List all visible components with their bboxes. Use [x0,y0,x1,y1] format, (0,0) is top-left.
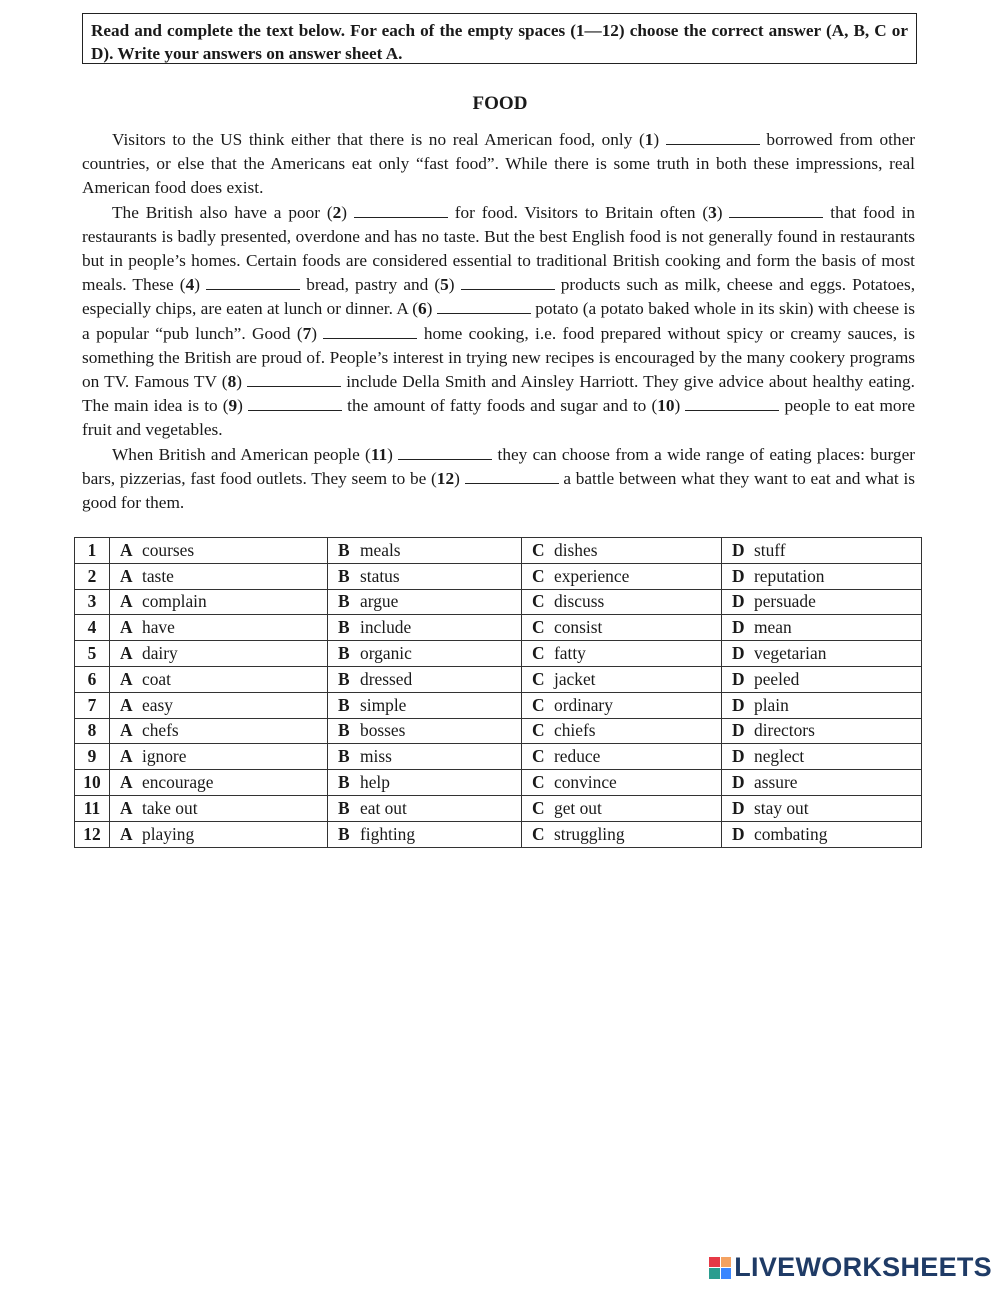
option-letter: B [338,565,350,586]
option-letter: D [732,539,745,560]
options-table [74,537,922,848]
option-word: eat out [360,797,407,818]
option-word: simple [360,694,407,715]
option-word: encourage [142,772,214,793]
question-number: 4 [75,615,110,641]
passage [82,128,915,515]
option-a[interactable] [110,563,328,589]
option-letter: B [338,668,350,689]
option-letter: D [732,720,745,741]
question-number: 7 [75,692,110,718]
option-c[interactable] [522,615,722,641]
option-letter: B [338,617,350,638]
option-d[interactable] [722,770,922,796]
option-letter: B [338,720,350,741]
paragraph-1: Visitors to the US think either that there is no real American food, only (1) borrowed from other countries, or else that the Americans eat only “fast food”. While there is some truth in both these impressions, real American food does exist. [82,130,915,198]
table-row [75,821,922,847]
option-letter: C [532,823,545,844]
option-letter: D [732,694,745,715]
option-letter: A [120,668,133,689]
option-word: experience [554,565,630,586]
option-letter: D [732,797,745,818]
option-word: take out [142,797,198,818]
option-letter: C [532,565,545,586]
option-word: struggling [554,823,625,844]
gap-2[interactable] [354,203,448,218]
option-b[interactable] [328,744,522,770]
option-word: plain [754,694,789,715]
option-letter: C [532,591,545,612]
gap-7[interactable] [323,324,417,339]
option-word: easy [142,694,173,715]
option-d[interactable] [722,692,922,718]
option-word: meals [360,539,401,560]
option-word: fighting [360,823,416,844]
option-c[interactable] [522,718,722,744]
table-row [75,563,922,589]
option-d[interactable] [722,589,922,615]
gap-3[interactable] [729,203,823,218]
option-a[interactable] [110,666,328,692]
table-row [75,692,922,718]
option-word: persuade [754,591,816,612]
table-row [75,770,922,796]
question-number: 2 [75,563,110,589]
paragraph-3: When British and American people (11) they can choose from a wide range of eating places: burger bars, pizzerias, fast food outlets. They seem to be (12) a battle between what they want to eat and what is good for them. [82,444,915,513]
gap-10[interactable] [685,396,779,411]
option-c[interactable] [522,692,722,718]
option-word: include [360,617,412,638]
option-letter: B [338,539,350,560]
option-letter: A [120,694,133,715]
gap-12[interactable] [465,469,559,484]
option-b[interactable] [328,692,522,718]
option-word: chiefs [554,720,596,741]
question-number: 8 [75,718,110,744]
option-word: convince [554,772,617,793]
option-word: consist [554,617,603,638]
option-d[interactable] [722,615,922,641]
option-letter: C [532,539,545,560]
option-letter: A [120,797,133,818]
option-letter: C [532,617,545,638]
option-word: coat [142,668,171,689]
option-word: discuss [554,591,605,612]
option-b[interactable] [328,589,522,615]
table-row [75,589,922,615]
gap-9[interactable] [248,396,342,411]
option-a[interactable] [110,795,328,821]
table-row [75,718,922,744]
option-word: fatty [554,643,586,664]
option-d[interactable] [722,641,922,667]
question-number: 3 [75,589,110,615]
gap-11[interactable] [398,445,492,460]
option-letter: D [732,617,745,638]
option-word: stuff [754,539,786,560]
question-number: 11 [75,795,110,821]
option-word: combating [754,823,828,844]
option-d[interactable] [722,821,922,847]
option-word: stay out [754,797,809,818]
footer-brand [709,1252,992,1283]
option-word: organic [360,643,412,664]
option-a[interactable] [110,641,328,667]
table-row [75,795,922,821]
gap-4[interactable] [206,275,300,290]
option-word: taste [142,565,174,586]
option-letter: A [120,539,133,560]
option-c[interactable] [522,770,722,796]
option-a[interactable] [110,615,328,641]
liveworksheets-logo-icon [709,1257,731,1279]
question-number: 9 [75,744,110,770]
option-c[interactable] [522,744,722,770]
question-number: 1 [75,538,110,564]
option-letter: D [732,823,745,844]
option-d[interactable] [722,563,922,589]
option-word: dressed [360,668,413,689]
option-word: mean [754,617,792,638]
option-letter: C [532,720,545,741]
option-word: get out [554,797,602,818]
option-c[interactable] [522,538,722,564]
option-letter: D [732,565,745,586]
option-c[interactable] [522,795,722,821]
table-row [75,744,922,770]
option-letter: C [532,694,545,715]
option-c[interactable] [522,589,722,615]
option-a[interactable] [110,718,328,744]
option-letter: B [338,772,350,793]
option-word: ignore [142,746,187,767]
instructions-text: Read and complete the text below. For each of the empty spaces (1—12) choose the correct answer (A, B, C or D). Write your answers on answer sheet A. [91,21,908,63]
option-word: jacket [554,668,596,689]
option-letter: C [532,797,545,818]
option-letter: A [120,643,133,664]
option-word: status [360,565,400,586]
option-b[interactable] [328,666,522,692]
option-b[interactable] [328,615,522,641]
option-letter: B [338,797,350,818]
gap-6[interactable] [437,299,531,314]
option-a[interactable] [110,770,328,796]
option-letter: B [338,643,350,664]
table-row [75,615,922,641]
option-letter: A [120,823,133,844]
question-number: 10 [75,770,110,796]
option-letter: A [120,746,133,767]
option-b[interactable] [328,563,522,589]
option-word: help [360,772,390,793]
option-c[interactable] [522,666,722,692]
option-b[interactable] [328,641,522,667]
option-word: have [142,617,175,638]
table-row [75,666,922,692]
option-d[interactable] [722,718,922,744]
question-number: 12 [75,821,110,847]
option-letter: A [120,772,133,793]
option-word: reduce [554,746,601,767]
option-letter: D [732,643,745,664]
question-number: 6 [75,666,110,692]
option-word: complain [142,591,207,612]
option-word: bosses [360,720,406,741]
option-word: dairy [142,643,178,664]
option-word: dishes [554,539,598,560]
option-letter: B [338,823,350,844]
option-d[interactable] [722,744,922,770]
option-letter: B [338,591,350,612]
option-letter: B [338,694,350,715]
option-letter: A [120,720,133,741]
option-letter: C [532,772,545,793]
option-word: peeled [754,668,800,689]
option-word: directors [754,720,815,741]
gap-8[interactable] [247,372,341,387]
option-word: argue [360,591,399,612]
question-number: 5 [75,641,110,667]
option-letter: C [532,746,545,767]
option-b[interactable] [328,538,522,564]
option-letter: C [532,643,545,664]
option-b[interactable] [328,718,522,744]
brand-name: LIVEWORKSHEETS [734,1252,992,1282]
option-word: neglect [754,746,805,767]
option-a[interactable] [110,692,328,718]
option-letter: C [532,668,545,689]
option-letter: D [732,668,745,689]
option-b[interactable] [328,770,522,796]
option-a[interactable] [110,589,328,615]
option-c[interactable] [522,821,722,847]
table-row [75,641,922,667]
option-letter: D [732,772,745,793]
option-a[interactable] [110,821,328,847]
option-word: chefs [142,720,179,741]
option-word: courses [142,539,195,560]
option-letter: A [120,565,133,586]
gap-5[interactable] [461,275,555,290]
option-b[interactable] [328,821,522,847]
option-letter: A [120,617,133,638]
option-word: ordinary [554,694,613,715]
option-c[interactable] [522,641,722,667]
option-d[interactable] [722,666,922,692]
paragraph-2: The British also have a poor (2) for food. Visitors to Britain often (3) that food in restaurants is badly presented, overdone and has no taste. But the best English food is not generally found in restaurants but in people’s homes. Certain foods are considered essential to traditional British cooking and form the basis of most meals. These (4) bread, pastry and (5) products such as milk, cheese and eggs. Potatoes, especially chips, are eaten at lunch or dinner. A (6) potato (a potato baked whole in its skin) with cheese is a popular “pub lunch”. Good (7) home cooking, i.e. food prepared without spicy or creamy sauces, is something the British are proud of. People’s interest in trying new recipes is encouraged by the many cookery programs on TV. Famous TV (8) include Della Smith and Ainsley Harriott. They give advice about healthy eating. The main idea is to (9) the amount of fatty foods and sugar and to (10) people to eat more fruit and vegetables. [82,202,916,440]
option-letter: A [120,591,133,612]
gap-1[interactable] [666,130,760,145]
option-word: assure [754,772,798,793]
option-d[interactable] [722,538,922,564]
table-row [75,538,922,564]
option-b[interactable] [328,795,522,821]
option-d[interactable] [722,795,922,821]
option-word: vegetarian [754,643,827,664]
option-letter: D [732,591,745,612]
option-letter: D [732,746,745,767]
option-word: playing [142,823,195,844]
option-letter: B [338,746,350,767]
option-a[interactable] [110,538,328,564]
option-word: reputation [754,565,825,586]
instructions-box [82,13,917,64]
page-title: FOOD [472,93,528,114]
option-word: miss [360,746,392,767]
option-c[interactable] [522,563,722,589]
option-a[interactable] [110,744,328,770]
